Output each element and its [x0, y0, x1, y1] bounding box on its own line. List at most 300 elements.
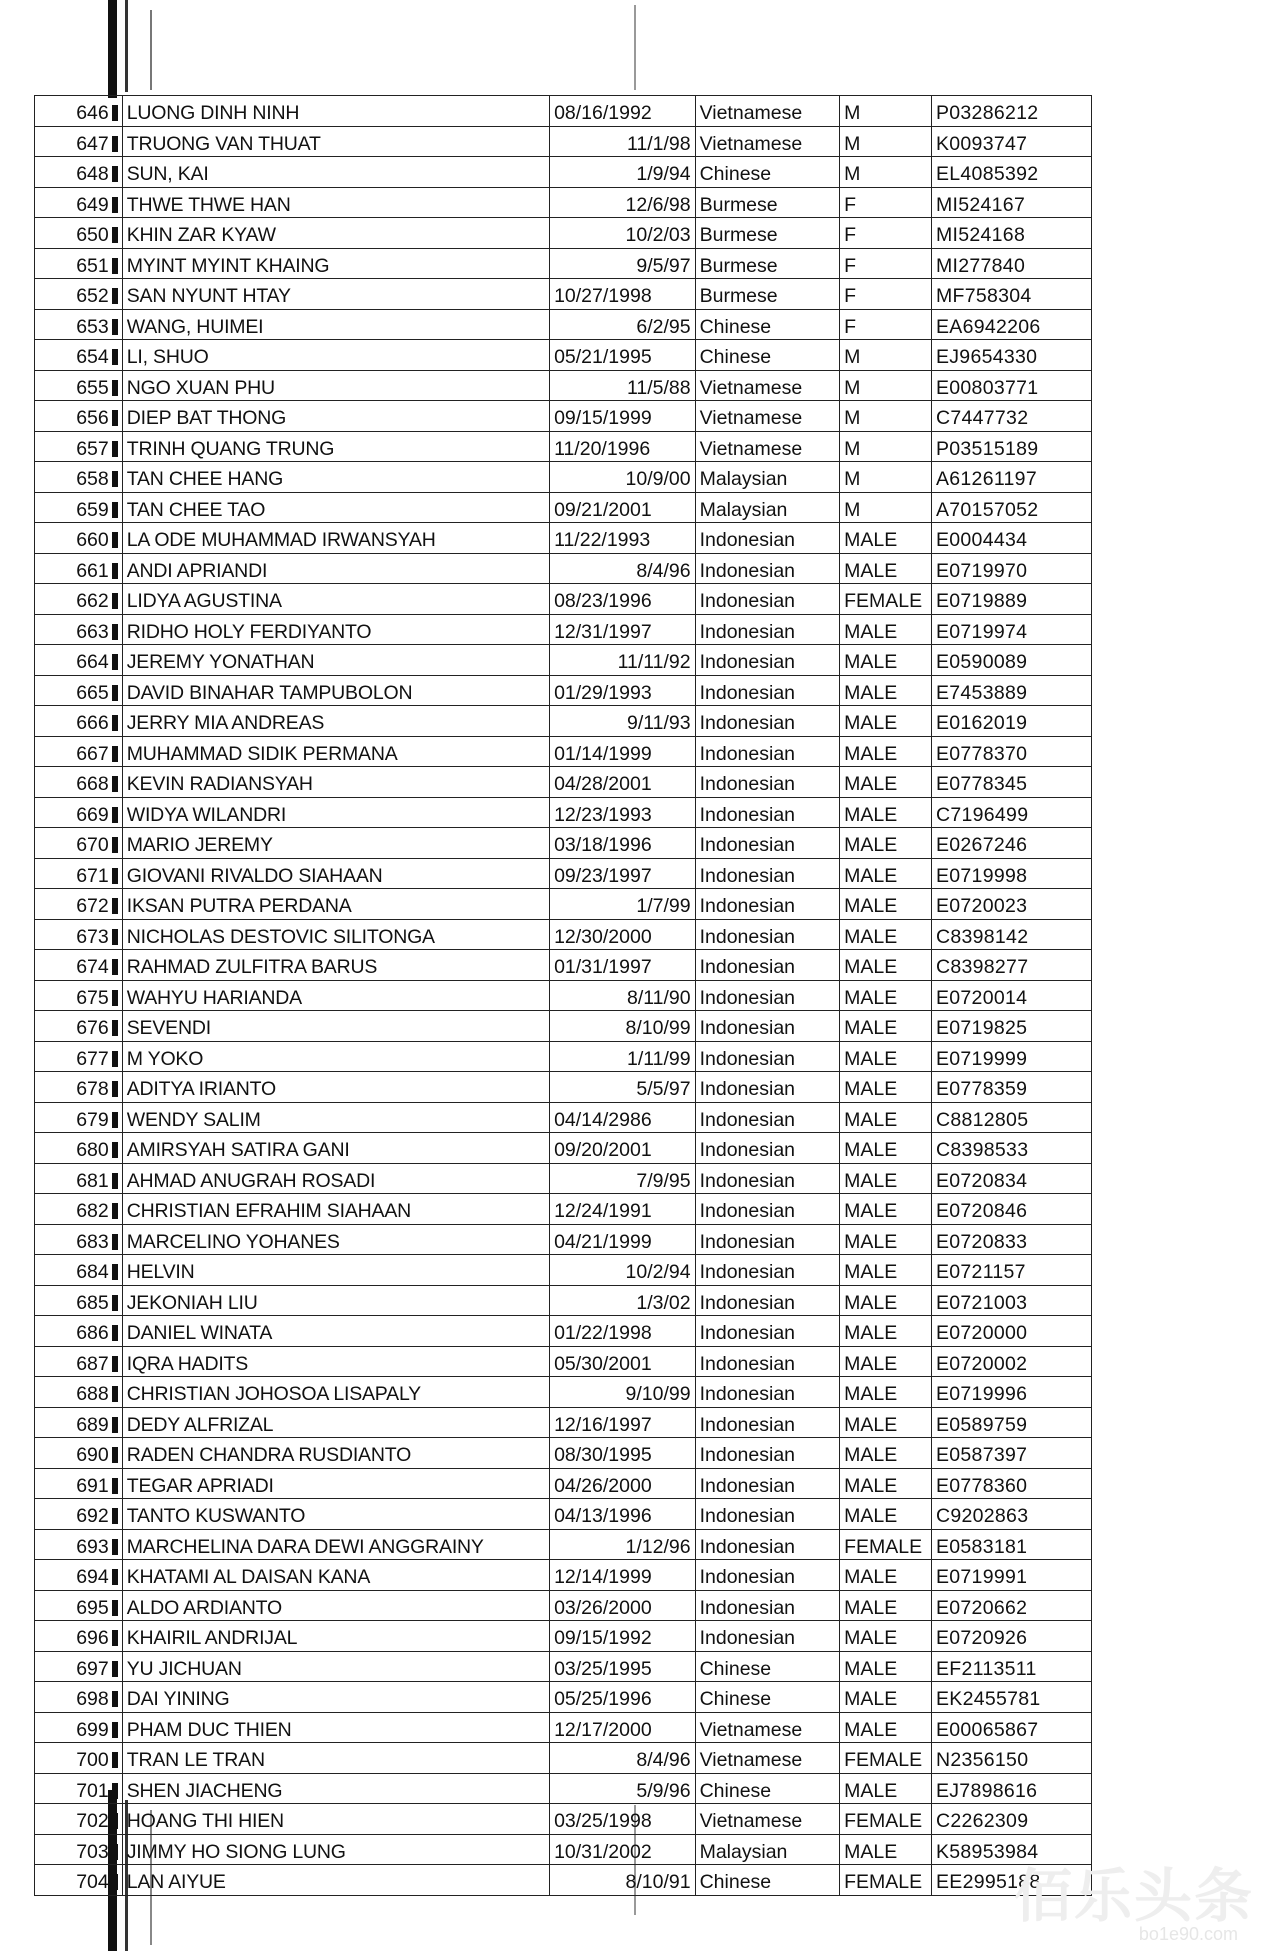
row-number	[35, 675, 123, 706]
nationality	[695, 248, 840, 279]
person-name	[122, 401, 549, 432]
date-of-birth-text: 1/9/94	[636, 163, 691, 185]
person-name-text: CHRISTIAN EFRAHIM SIAHAAN	[126, 1200, 412, 1222]
nationality	[695, 309, 840, 340]
row-number-text: 698	[76, 1688, 109, 1710]
sex-text: MALE	[844, 1383, 898, 1405]
person-name	[122, 584, 549, 615]
row-number-text: 684	[76, 1261, 109, 1283]
passport-number-text: E0719974	[935, 620, 1028, 643]
nationality	[695, 1316, 840, 1347]
person-name	[122, 736, 549, 767]
scan-mark	[112, 1752, 118, 1768]
sex	[840, 1682, 932, 1713]
row-number-text: 688	[76, 1383, 109, 1405]
scan-mark	[112, 746, 118, 762]
nationality-text: Indonesian	[699, 1505, 796, 1527]
passport-number	[931, 1224, 1091, 1255]
table-row	[35, 1499, 1092, 1530]
nationality	[695, 1224, 840, 1255]
row-number	[35, 1499, 123, 1530]
scan-mark	[112, 197, 118, 213]
date-of-birth	[550, 1621, 696, 1652]
date-of-birth-text: 04/28/2001	[554, 773, 652, 795]
nationality-text: Chinese	[699, 1657, 772, 1680]
table-row	[35, 1743, 1092, 1774]
row-number	[35, 126, 123, 157]
passport-number	[931, 1590, 1091, 1621]
nationality-text: Indonesian	[699, 651, 796, 673]
sex	[840, 645, 932, 676]
date-of-birth	[550, 1102, 696, 1133]
row-number	[35, 1377, 123, 1408]
row-number	[35, 767, 123, 798]
passport-number-text: EL4085392	[935, 163, 1039, 185]
sex	[840, 950, 932, 981]
sex	[840, 736, 932, 767]
person-name-text: ANDI APRIANDI	[126, 559, 268, 582]
table-row	[35, 1011, 1092, 1042]
passport-number	[931, 157, 1091, 188]
person-name-text: TANTO KUSWANTO	[126, 1505, 306, 1527]
scan-mark	[112, 776, 118, 792]
person-name	[122, 1346, 549, 1377]
scan-mark	[112, 1691, 118, 1707]
nationality-text: Vietnamese	[699, 376, 803, 399]
passport-number-text: E0267246	[935, 834, 1028, 856]
passport-number	[931, 370, 1091, 401]
nationality	[695, 462, 840, 493]
person-name-text: WENDY SALIM	[126, 1108, 261, 1131]
row-number	[35, 1041, 123, 1072]
sex	[840, 1041, 932, 1072]
nationality-text: Indonesian	[699, 1352, 796, 1375]
table-row	[35, 645, 1092, 676]
person-name-text: TRUONG VAN THUAT	[126, 132, 321, 155]
nationality-text: Burmese	[699, 254, 778, 277]
date-of-birth-text: 8/4/96	[636, 559, 691, 582]
person-name	[122, 1377, 549, 1408]
scan-mark	[112, 685, 118, 701]
passport-number-text: E0719996	[935, 1383, 1028, 1405]
person-name-text: LIDYA AGUSTINA	[126, 590, 282, 612]
sex	[840, 1590, 932, 1621]
date-of-birth-text: 01/22/1998	[554, 1322, 652, 1344]
date-of-birth	[550, 1163, 696, 1194]
row-number	[35, 1529, 123, 1560]
passport-number	[931, 1377, 1091, 1408]
table-row	[35, 1529, 1092, 1560]
sex-text: MALE	[844, 1657, 898, 1680]
person-name-text: LA ODE MUHAMMAD IRWANSYAH	[126, 529, 436, 551]
person-name-text: JERRY MIA ANDREAS	[126, 712, 325, 734]
sex	[840, 492, 932, 523]
table-row	[35, 492, 1092, 523]
sex-text: M	[844, 376, 861, 399]
passport-number	[931, 1194, 1091, 1225]
row-number-text: 699	[76, 1718, 109, 1741]
nationality-text: Chinese	[699, 315, 772, 338]
person-name-text: NGO XUAN PHU	[126, 376, 275, 399]
date-of-birth	[550, 1529, 696, 1560]
person-name	[122, 980, 549, 1011]
nationality-text: Indonesian	[699, 1596, 796, 1619]
passport-number	[931, 1712, 1091, 1743]
row-number-text: 704	[76, 1871, 109, 1893]
nationality-text: Indonesian	[699, 986, 796, 1009]
nationality	[695, 157, 840, 188]
scan-mark	[112, 1661, 118, 1677]
row-number	[35, 1194, 123, 1225]
table-row	[35, 1041, 1092, 1072]
sex-text: MALE	[844, 742, 898, 765]
person-name	[122, 1102, 549, 1133]
table-row	[35, 1102, 1092, 1133]
table-row	[35, 1682, 1092, 1713]
scan-mark	[112, 959, 118, 975]
row-number-text: 696	[76, 1627, 109, 1649]
row-number	[35, 431, 123, 462]
sex-text: MALE	[844, 651, 898, 673]
row-number-text: 678	[76, 1078, 109, 1100]
date-of-birth	[550, 614, 696, 645]
person-name-text: GIOVANI RIVALDO SIAHAAN	[126, 864, 383, 887]
scan-mark	[112, 654, 118, 670]
sex-text: FEMALE	[844, 1535, 923, 1558]
sex	[840, 889, 932, 920]
scan-mark	[112, 410, 118, 426]
table-row	[35, 980, 1092, 1011]
date-of-birth-text: 08/30/1995	[554, 1444, 652, 1466]
person-name-text: AMIRSYAH SATIRA GANI	[126, 1139, 350, 1161]
nationality-text: Indonesian	[699, 712, 796, 734]
sex	[840, 797, 932, 828]
sex	[840, 1438, 932, 1469]
table-row	[35, 736, 1092, 767]
scan-mark	[112, 166, 118, 182]
passport-number-text: N2356150	[935, 1749, 1029, 1771]
date-of-birth	[550, 492, 696, 523]
sex-text: MALE	[844, 1078, 898, 1100]
passport-number-text: E0587397	[935, 1444, 1028, 1466]
nationality	[695, 1590, 840, 1621]
date-of-birth-text: 9/11/93	[626, 712, 691, 734]
nationality-text: Indonesian	[699, 834, 796, 856]
sex-text: MALE	[844, 1444, 898, 1466]
sex	[840, 218, 932, 249]
date-of-birth	[550, 1224, 696, 1255]
row-number	[35, 1773, 123, 1804]
date-of-birth-text: 08/16/1992	[554, 102, 652, 124]
nationality-text: Indonesian	[699, 895, 796, 917]
date-of-birth	[550, 1468, 696, 1499]
person-name-text: CHRISTIAN JOHOSOA LISAPALY	[126, 1383, 421, 1405]
person-name	[122, 1163, 549, 1194]
sex-text: MALE	[844, 803, 898, 826]
sex	[840, 1865, 932, 1896]
table-row	[35, 553, 1092, 584]
passport-number	[931, 1804, 1091, 1835]
date-of-birth	[550, 950, 696, 981]
person-name-text: HOANG THI HIEN	[126, 1810, 284, 1832]
nationality-text: Indonesian	[699, 864, 796, 887]
sex-text: MALE	[844, 1047, 898, 1070]
nationality	[695, 645, 840, 676]
sex-text: MALE	[844, 925, 898, 948]
nationality	[695, 797, 840, 828]
row-number-text: 686	[76, 1322, 109, 1344]
person-name-text: LUONG DINH NINH	[126, 102, 300, 124]
nationality-text: Chinese	[699, 1871, 772, 1893]
person-name	[122, 1651, 549, 1682]
date-of-birth-text: 5/5/97	[636, 1078, 691, 1100]
row-number-text: 702	[76, 1810, 109, 1832]
date-of-birth	[550, 584, 696, 615]
row-number	[35, 1468, 123, 1499]
sex	[840, 1712, 932, 1743]
nationality-text: Indonesian	[699, 559, 796, 582]
passport-number-text: E0721003	[935, 1291, 1028, 1314]
row-number-text: 653	[76, 315, 109, 338]
date-of-birth	[550, 1011, 696, 1042]
nationality	[695, 1255, 840, 1286]
sex-text: MALE	[844, 529, 898, 551]
table-row	[35, 523, 1092, 554]
person-name-text: MARCHELINA DARA DEWI ANGGRAINY	[126, 1535, 484, 1558]
row-number	[35, 736, 123, 767]
table-row	[35, 1834, 1092, 1865]
sex	[840, 96, 932, 127]
row-number-text: 675	[76, 986, 109, 1009]
passport-number-text: C7447732	[935, 407, 1029, 429]
table-row	[35, 1285, 1092, 1316]
row-number-text: 676	[76, 1017, 109, 1039]
nationality-text: Indonesian	[699, 1413, 796, 1436]
scan-mark	[112, 532, 118, 548]
passport-number-text: P03515189	[935, 437, 1039, 460]
date-of-birth-text: 12/31/1997	[554, 620, 652, 643]
person-name	[122, 919, 549, 950]
sex	[840, 1834, 932, 1865]
sex	[840, 126, 932, 157]
row-number	[35, 584, 123, 615]
nationality-text: Vietnamese	[699, 437, 803, 460]
row-number	[35, 309, 123, 340]
sex	[840, 1285, 932, 1316]
table-row	[35, 431, 1092, 462]
person-name	[122, 1133, 549, 1164]
date-of-birth	[550, 1041, 696, 1072]
row-number-text: 660	[76, 529, 109, 551]
table-row	[35, 1621, 1092, 1652]
passport-number-text: E0720926	[935, 1627, 1028, 1649]
nationality-text: Indonesian	[699, 590, 796, 612]
person-name-text: KHAIRIL ANDRIJAL	[126, 1627, 298, 1649]
passport-number-text: E0004434	[935, 529, 1028, 551]
row-number-text: 657	[76, 437, 109, 460]
date-of-birth	[550, 401, 696, 432]
nationality-text: Indonesian	[699, 1108, 796, 1131]
row-number	[35, 553, 123, 584]
passport-number-text: E0778370	[935, 742, 1028, 765]
passport-number	[931, 1621, 1091, 1652]
passport-number-text: EJ9654330	[935, 346, 1038, 368]
date-of-birth	[550, 1346, 696, 1377]
person-name-text: RAHMAD ZULFITRA BARUS	[126, 956, 378, 978]
row-number-text: 669	[76, 803, 109, 826]
person-name-text: JIMMY HO SIONG LUNG	[126, 1840, 346, 1863]
passport-number	[931, 553, 1091, 584]
date-of-birth-text: 9/5/97	[636, 254, 691, 277]
person-name-text: WIDYA WILANDRI	[126, 803, 287, 826]
person-name	[122, 492, 549, 523]
scan-mark	[112, 1020, 118, 1036]
nationality-text: Chinese	[699, 163, 772, 185]
passport-number-text: E7453889	[935, 681, 1028, 704]
row-number-text: 690	[76, 1444, 109, 1466]
table-row	[35, 462, 1092, 493]
sex	[840, 1804, 932, 1835]
table-row	[35, 1560, 1092, 1591]
passport-number	[931, 614, 1091, 645]
passport-number-text: E0719970	[935, 559, 1028, 582]
row-number-text: 665	[76, 681, 109, 704]
scan-mark	[112, 1630, 118, 1646]
sex	[840, 523, 932, 554]
passport-number	[931, 828, 1091, 859]
table-row	[35, 1468, 1092, 1499]
table-row	[35, 919, 1092, 950]
table-row	[35, 309, 1092, 340]
nationality	[695, 1285, 840, 1316]
scan-mark	[112, 1173, 118, 1189]
scan-edge-mark	[150, 10, 152, 90]
scan-mark	[112, 1539, 118, 1555]
nationality	[695, 1865, 840, 1896]
sex	[840, 462, 932, 493]
person-name-text: LI, SHUO	[126, 346, 209, 368]
table-row	[35, 1194, 1092, 1225]
row-number	[35, 1865, 123, 1896]
passport-number-text: E0720002	[935, 1352, 1028, 1375]
sex	[840, 1651, 932, 1682]
row-number	[35, 858, 123, 889]
table-row	[35, 950, 1092, 981]
passport-number	[931, 1499, 1091, 1530]
person-name-text: JEREMY YONATHAN	[126, 651, 315, 673]
sex-text: FEMALE	[844, 1749, 923, 1771]
row-number	[35, 370, 123, 401]
table-row	[35, 797, 1092, 828]
row-number-text: 654	[76, 346, 109, 368]
row-number	[35, 1224, 123, 1255]
passport-number	[931, 126, 1091, 157]
sex-text: MALE	[844, 1139, 898, 1161]
scan-mark	[112, 1447, 118, 1463]
nationality	[695, 1529, 840, 1560]
person-name	[122, 797, 549, 828]
passport-number-text: C9202863	[935, 1505, 1029, 1527]
table-row	[35, 1377, 1092, 1408]
row-number-text: 668	[76, 773, 109, 795]
nationality	[695, 1102, 840, 1133]
person-name-text: KHATAMI AL DAISAN KANA	[126, 1566, 371, 1588]
date-of-birth	[550, 1743, 696, 1774]
sex	[840, 1560, 932, 1591]
date-of-birth-text: 12/30/2000	[554, 925, 652, 948]
passport-number	[931, 187, 1091, 218]
scan-mark	[112, 105, 118, 121]
row-number-text: 658	[76, 468, 109, 490]
nationality	[695, 1041, 840, 1072]
row-number-text: 671	[76, 864, 109, 887]
row-number-text: 679	[76, 1108, 109, 1131]
date-of-birth	[550, 553, 696, 584]
row-number	[35, 950, 123, 981]
person-name	[122, 1804, 549, 1835]
date-of-birth-text: 03/26/2000	[554, 1596, 652, 1619]
date-of-birth	[550, 1590, 696, 1621]
date-of-birth-text: 09/15/1992	[554, 1627, 652, 1649]
date-of-birth	[550, 1865, 696, 1896]
passport-number	[931, 1529, 1091, 1560]
date-of-birth-text: 6/2/95	[636, 315, 691, 338]
person-name	[122, 645, 549, 676]
date-of-birth	[550, 1773, 696, 1804]
date-of-birth-text: 12/6/98	[625, 193, 691, 216]
row-number-text: 649	[76, 193, 109, 216]
row-number	[35, 1651, 123, 1682]
scan-mark	[112, 1600, 118, 1616]
row-number-text: 670	[76, 834, 109, 856]
date-of-birth	[550, 1255, 696, 1286]
row-number-text: 701	[76, 1779, 109, 1802]
table-row	[35, 279, 1092, 310]
nationality	[695, 1499, 840, 1530]
row-number-text: 685	[76, 1291, 109, 1314]
person-name-text: TEGAR APRIADI	[126, 1474, 274, 1497]
table-row	[35, 1865, 1092, 1896]
row-number-text: 652	[76, 285, 109, 307]
person-name	[122, 279, 549, 310]
row-number-text: 659	[76, 498, 109, 521]
date-of-birth-text: 12/17/2000	[554, 1718, 652, 1741]
sex	[840, 675, 932, 706]
table-row	[35, 767, 1092, 798]
row-number-text: 647	[76, 132, 109, 155]
table-row	[35, 889, 1092, 920]
row-number	[35, 980, 123, 1011]
scan-mark	[112, 898, 118, 914]
nationality-text: Indonesian	[699, 1383, 796, 1405]
nationality	[695, 614, 840, 645]
scan-mark	[112, 1508, 118, 1524]
passport-number-text: E0720023	[935, 895, 1028, 917]
scan-mark	[112, 1356, 118, 1372]
person-name-text: PHAM DUC THIEN	[126, 1718, 292, 1741]
date-of-birth-text: 1/12/96	[625, 1535, 691, 1558]
sex	[840, 1224, 932, 1255]
nationality-text: Vietnamese	[699, 1810, 803, 1832]
sex-text: MALE	[844, 1230, 898, 1253]
date-of-birth-text: 12/16/1997	[554, 1413, 652, 1436]
passport-number-text: E0778345	[935, 773, 1028, 795]
date-of-birth-text: 5/9/96	[636, 1779, 691, 1802]
row-number	[35, 919, 123, 950]
person-name	[122, 1590, 549, 1621]
nationality-text: Vietnamese	[699, 102, 803, 124]
sex-text: MALE	[844, 1017, 898, 1039]
